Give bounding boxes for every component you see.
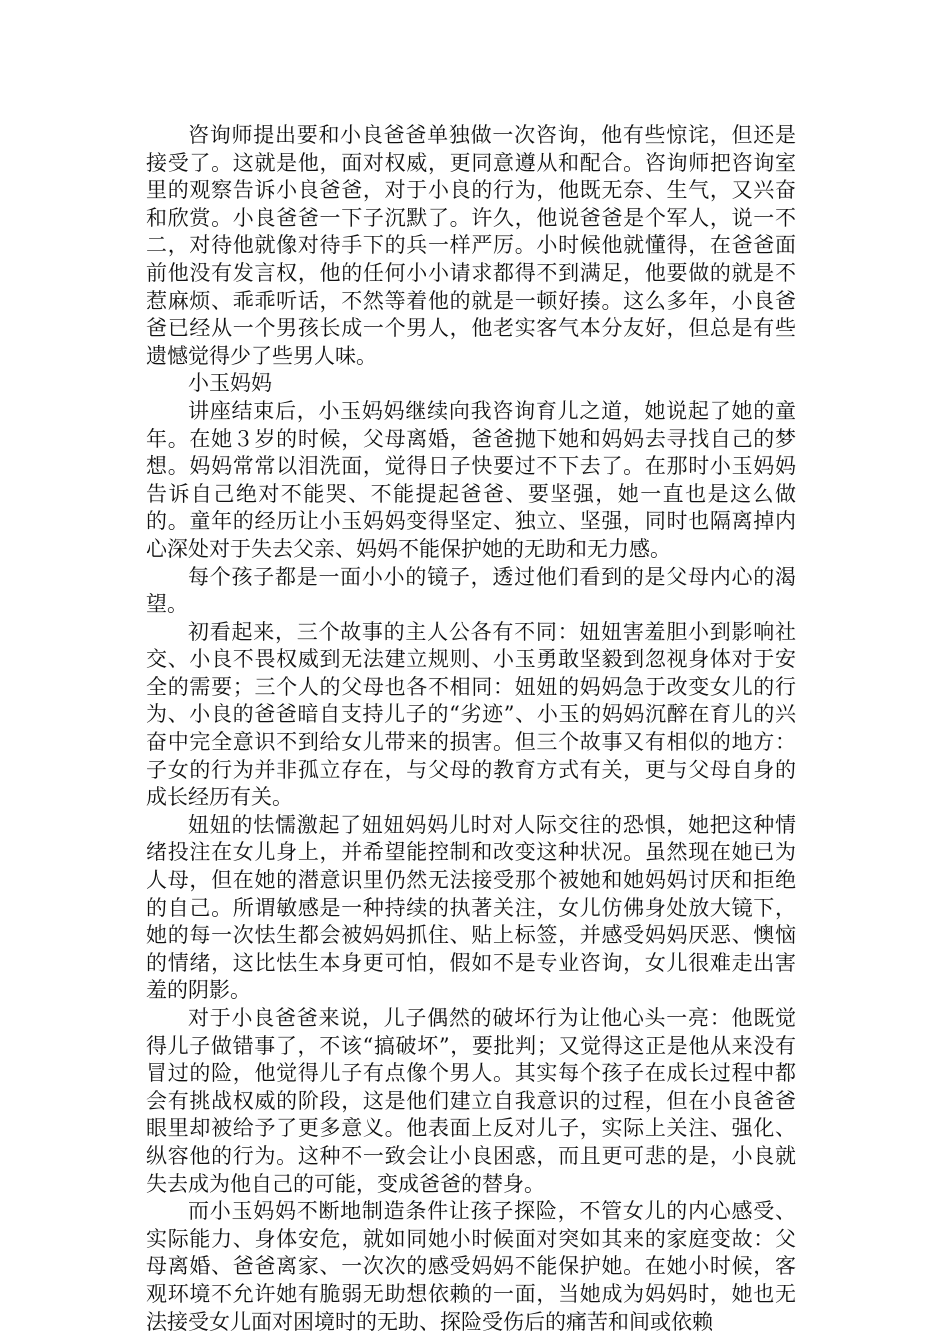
paragraph-xiaoliang-analysis: 对于小良爸爸来说，儿子偶然的破坏行为让他心头一亮：他既觉得儿子做错事了，不该“搞破坏”，要批判；又觉得这正是他从来没有冒过的险，他觉得儿子有点像个男人。其实每个孩子在成长过程中都会有挑战权威的阶段，这是他们建立自我意识的过程，但在小良爸爸眼里却被给予了更多意义。他表面上反对儿子，实际上关注、强化、纵容他的行为。这种不一致会让小良困惑，而且更可悲的是，小良就失去成为他自己的可能，变成爸爸的替身。 — [146, 1006, 796, 1196]
paragraph-xiaoliang-father-consultation: 咨询师提出要和小良爸爸单独做一次咨询，他有些惊诧，但还是接受了。这就是他，面对权威，更同意遵从和配合。咨询师把咨询室里的观察告诉小良爸爸，对于小良的行为，他既无奈、生气，又兴奋和欣赏。小良爸爸一下子沉默了。许久，他说爸爸是个军人，说一不二，对待他就像对待手下的兵一样严厉。小时候他就懂得，在爸爸面前他没有发言权，他的任何小小请求都得不到满足，他要做的就是不惹麻烦、乖乖听话，不然等着他的就是一顿好揍。这么多年，小良爸爸已经从一个男孩长成一个男人，他老实客气本分友好，但总是有些遗憾觉得少了些男人味。 — [146, 123, 796, 368]
section-heading-xiaoyu-mother: 小玉妈妈 — [188, 371, 272, 396]
paragraph-xiaoyu-analysis: 而小玉妈妈不断地制造条件让孩子探险，不管女儿的内心感受、实际能力、身体安危，就如同她小时候面对突如其来的家庭变故：父母离婚、爸爸离家、一次次的感受妈妈不能保护她。在她小时候，客观环境不允许她有脆弱无助想依赖的一面，当她成为妈妈时，她也无法接受女儿面对困境时的无助、探险受伤后的痛苦和间或依赖 — [146, 1199, 796, 1334]
paragraph-mirror-metaphor: 每个孩子都是一面小小的镜子，透过他们看到的是父母内心的渴望。 — [146, 564, 796, 617]
paragraph-three-stories-comparison: 初看起来，三个故事的主人公各有不同：妞妞害羞胆小到影响社交、小良不畏权威到无法建立规则、小玉勇敢坚毅到忽视身体对于安全的需要；三个人的父母也各不相同：妞妞的妈妈急于改变女儿的行为、小良的爸爸暗自支持儿子的“劣迹”、小玉的妈妈沉醉在育儿的兴奋中完全意识不到给女儿带来的损害。但三个故事又有相似的地方：子女的行为并非孤立存在，与父母的教育方式有关，更与父母自身的成长经历有关。 — [146, 619, 796, 810]
document-body — [146, 122, 796, 1336]
paragraph-xiaoyu-mother-childhood: 讲座结束后，小玉妈妈继续向我咨询育儿之道，她说起了她的童年。在她３岁的时候，父母离婚，爸爸抛下她和妈妈去寻找自己的梦想。妈妈常常以泪洗面，觉得日子快要过不下去了。在那时小玉妈妈告诉自己绝对不能哭、不能提起爸爸、要坚强，她一直也是这么做的。童年的经历让小玉妈妈变得坚定、独立、坚强，同时也隔离掉内心深处对于失去父亲、妈妈不能保护她的无助和无力感。 — [146, 398, 796, 561]
paragraph-niuniu-analysis: 妞妞的怯懦激起了妞妞妈妈儿时对人际交往的恐惧，她把这种情绪投注在女儿身上，并希望能控制和改变这种状况。虽然现在她已为人母，但在她的潜意识里仍然无法接受那个被她和她妈妈讨厌和拒绝的自己。所谓敏感是一种持续的执著关注，女儿仿佛身处放大镜下，她的每一次怯生都会被妈妈抓住、贴上标签，并感受妈妈厌恶、懊恼的情绪，这比怯生本身更可怕，假如不是专业咨询，女儿很难走出害羞的阴影。 — [146, 812, 796, 1003]
